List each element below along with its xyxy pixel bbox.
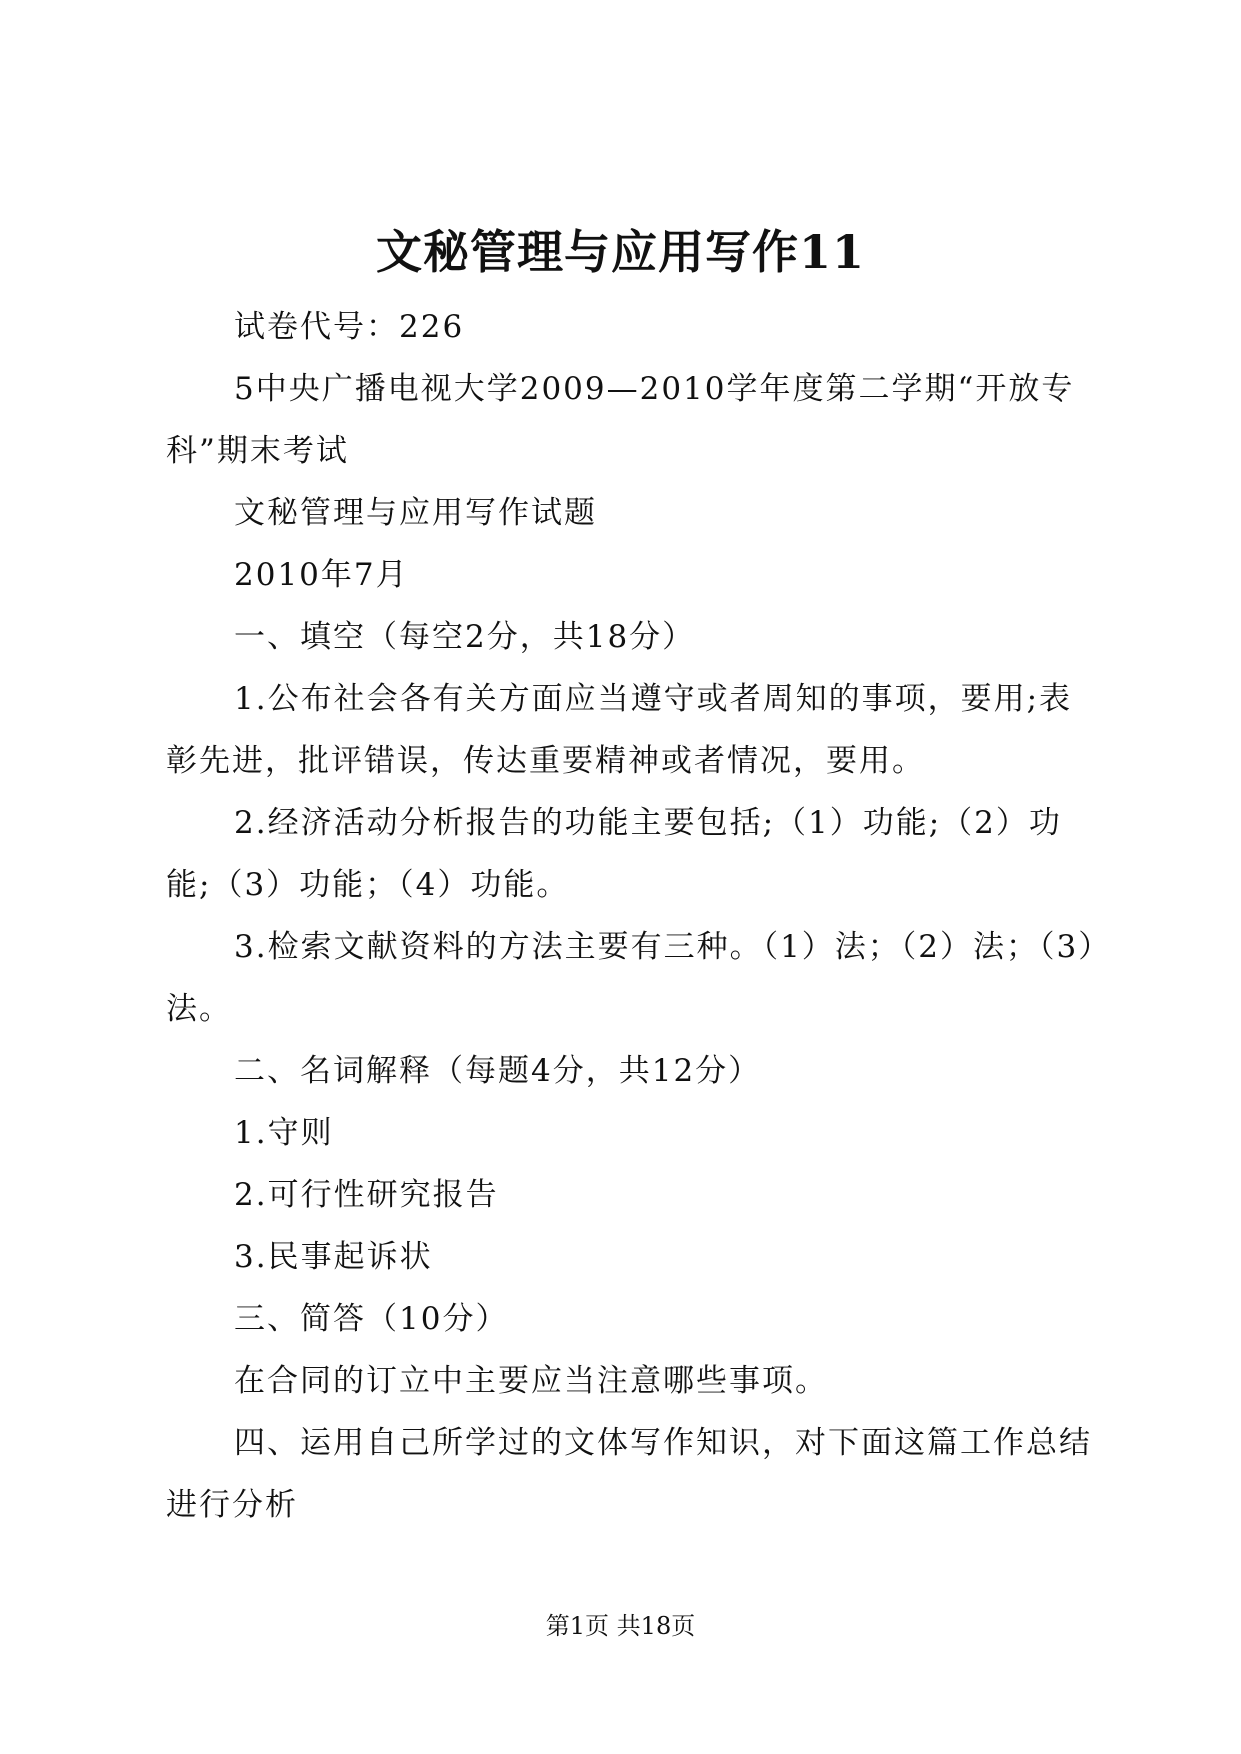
document-title: 文秘管理与应用写作11 — [375, 225, 865, 279]
section-heading-fill-blank: 一、填空（每空2分，共18分） — [234, 619, 696, 655]
document-body — [166, 296, 1101, 1536]
question-paragraph: 1.公布社会各有关方面应当遵守或者周知的事项，要用;表彰先进，批评错误，传达重要精神或者情况，要用。 — [166, 681, 1073, 779]
section-heading-short-answer: 三、简答（10分） — [234, 1301, 509, 1337]
question-paragraph: 3.民事起诉状 — [234, 1239, 433, 1275]
question-paragraph: 3.检索文献资料的方法主要有三种。（1）法；（2）法；（3）法。 — [166, 929, 1096, 1027]
exam-code: 试卷代号：226 — [234, 309, 465, 345]
section-heading-terms: 二、名词解释（每题4分，共12分） — [234, 1053, 762, 1089]
section-heading-analysis: 四、运用自己所学过的文体写作知识，对下面这篇工作总结进行分析 — [166, 1425, 1092, 1523]
exam-subject: 文秘管理与应用写作试题 — [234, 495, 597, 531]
page-footer: 第1页 共18页 — [545, 1612, 696, 1640]
question-paragraph: 2.经济活动分析报告的功能主要包括;（1）功能;（2）功能;（3）功能；（4）功能。 — [166, 805, 1062, 903]
question-paragraph: 2.可行性研究报告 — [234, 1177, 499, 1213]
exam-header: 5中央广播电视大学2009—2010学年度第二学期“开放专科”期末考试 — [166, 371, 1075, 469]
exam-date: 2010年7月 — [234, 557, 409, 593]
question-paragraph: 在合同的订立中主要应当注意哪些事项。 — [234, 1363, 828, 1399]
question-paragraph: 1.守则 — [234, 1115, 334, 1151]
